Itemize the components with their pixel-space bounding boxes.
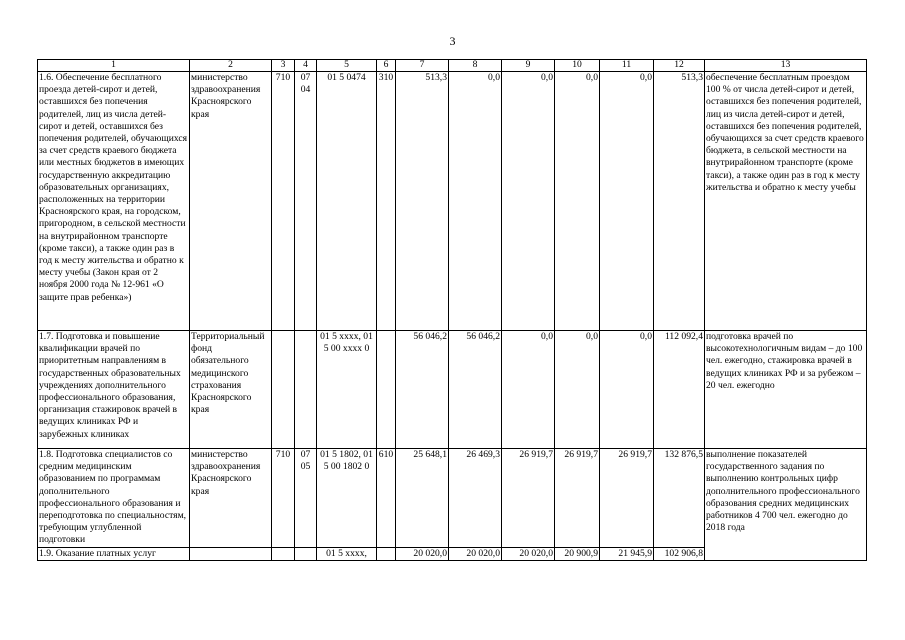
- section-code-cell: [295, 547, 317, 560]
- target-article-cell: 01 5 xxxx,: [317, 547, 377, 560]
- grbs-code-cell: 710: [272, 449, 295, 548]
- amount-cell: 26 919,7: [555, 449, 600, 548]
- section-code-cell: [295, 331, 317, 449]
- header-row: [38, 60, 867, 72]
- table-row: [38, 449, 867, 548]
- expected-result-cell: подготовка врачей по высокотехнологичным видам – до 100 чел. ежегодно, стажировка врачей в ведущих клиниках РФ и за рубежом – 20 чел. ежегодно: [705, 331, 867, 449]
- target-article-cell: 01 5 1802, 01 5 00 1802 0: [317, 449, 377, 548]
- expense-type-cell: [377, 547, 396, 560]
- header-cell: 3: [272, 60, 295, 72]
- amount-cell: 0,0: [600, 72, 654, 331]
- amount-cell: 0,0: [600, 331, 654, 449]
- total-cell: 102 906,8: [654, 547, 705, 560]
- executor-cell: министерство здравоохранения Красноярского края: [190, 72, 272, 331]
- amount-cell: 0,0: [502, 331, 555, 449]
- header-cell: 8: [449, 60, 502, 72]
- page-number: 3: [449, 34, 456, 48]
- expense-type-cell: [377, 331, 396, 449]
- expense-type-cell: 310: [377, 72, 396, 331]
- header-cell: 2: [190, 60, 272, 72]
- table-row: [38, 72, 867, 331]
- amount-cell: 21 945,9: [600, 547, 654, 560]
- expected-result-cell: выполнение показателей государственного задания по выполнению контрольных цифр дополнительного профессионального образования средних медицинских работников 4 700 чел. ежегодно до 2018 года: [705, 449, 867, 561]
- header-cell: 7: [396, 60, 449, 72]
- amount-cell: 20 020,0: [396, 547, 449, 560]
- amount-cell: 513,3: [396, 72, 449, 331]
- amount-cell: 26 919,7: [502, 449, 555, 548]
- amount-cell: 56 046,2: [449, 331, 502, 449]
- total-cell: 112 092,4: [654, 331, 705, 449]
- measure-name-cell: 1.8. Подготовка специалистов со средним медицинским образованием по программам дополнительного профессионального образования и переподготовка по специальностям, требующим углубленной подготовки: [38, 449, 190, 548]
- executor-cell: Территориальный фонд обязательного медицинского страхования Красноярского края: [190, 331, 272, 449]
- amount-cell: 0,0: [502, 72, 555, 331]
- executor-cell: министерство здравоохранения Красноярского края: [190, 449, 272, 548]
- executor-cell: [190, 547, 272, 560]
- header-cell: 5: [317, 60, 377, 72]
- grbs-code-cell: 710: [272, 72, 295, 331]
- header-cell: 6: [377, 60, 396, 72]
- table-row: [38, 331, 867, 449]
- expected-result-cell: обеспечение бесплатным проездом 100 % от числа детей-сирот и детей, оставшихся без попечения родителей, лиц из числа детей-сирот и детей, оставшихся без попечения родителей, обучающихся за счет средств краевого бюджета, в сельской местности на внутрирайонном транспорте (кроме такси), а также один раз в год к месту жительства и обратно к месту учебы: [705, 72, 867, 331]
- header-cell: 13: [705, 60, 867, 72]
- amount-cell: 0,0: [555, 72, 600, 331]
- amount-cell: 0,0: [449, 72, 502, 331]
- amount-cell: 0,0: [555, 331, 600, 449]
- header-cell: 11: [600, 60, 654, 72]
- expense-type-cell: 610: [377, 449, 396, 548]
- amount-cell: 25 648,1: [396, 449, 449, 548]
- amount-cell: 20 020,0: [449, 547, 502, 560]
- total-cell: 513,3: [654, 72, 705, 331]
- amount-cell: 26 469,3: [449, 449, 502, 548]
- section-code-cell: 07 04: [295, 72, 317, 331]
- amount-cell: 56 046,2: [396, 331, 449, 449]
- header-cell: 1: [38, 60, 190, 72]
- amount-cell: 20 900,9: [555, 547, 600, 560]
- section-code-cell: 07 05: [295, 449, 317, 548]
- target-article-cell: 01 5 xxxx, 01 5 00 xxxx 0: [317, 331, 377, 449]
- amount-cell: 26 919,7: [600, 449, 654, 548]
- measure-name-cell: 1.7. Подготовка и повышение квалификации врачей по приоритетным направлениям в государственных образовательных учреждениях дополнительного профессионального образования, организация стажировок врачей в ведущих клиниках РФ и зарубежных клиниках: [38, 331, 190, 449]
- total-cell: 132 876,5: [654, 449, 705, 548]
- grbs-code-cell: [272, 331, 295, 449]
- budget-table: [37, 59, 867, 561]
- grbs-code-cell: [272, 547, 295, 560]
- target-article-cell: 01 5 0474: [317, 72, 377, 331]
- amount-cell: 20 020,0: [502, 547, 555, 560]
- header-cell: 4: [295, 60, 317, 72]
- header-cell: 12: [654, 60, 705, 72]
- measure-name-cell: 1.6. Обеспечение бесплатного проезда детей-сирот и детей, оставшихся без попечения родителей, лиц из числа детей-сирот и детей, оставшихся без попечения родителей, обучающихся за счет средств краевого бюджета или местных бюджетов в имеющих государственную аккредитацию образовательных организациях, расположенных на территории Красноярского края, на городском, пригородном, в сельской местности на внутрирайонном транспорте (кроме такси), а также один раз в год к месту жительства и обратно к месту учебы (Закон края от 2 ноября 2000 года № 12-961 «О защите прав ребенка»): [38, 72, 190, 331]
- measure-name-cell: 1.9. Оказание платных услуг: [38, 547, 190, 560]
- header-cell: 10: [555, 60, 600, 72]
- header-cell: 9: [502, 60, 555, 72]
